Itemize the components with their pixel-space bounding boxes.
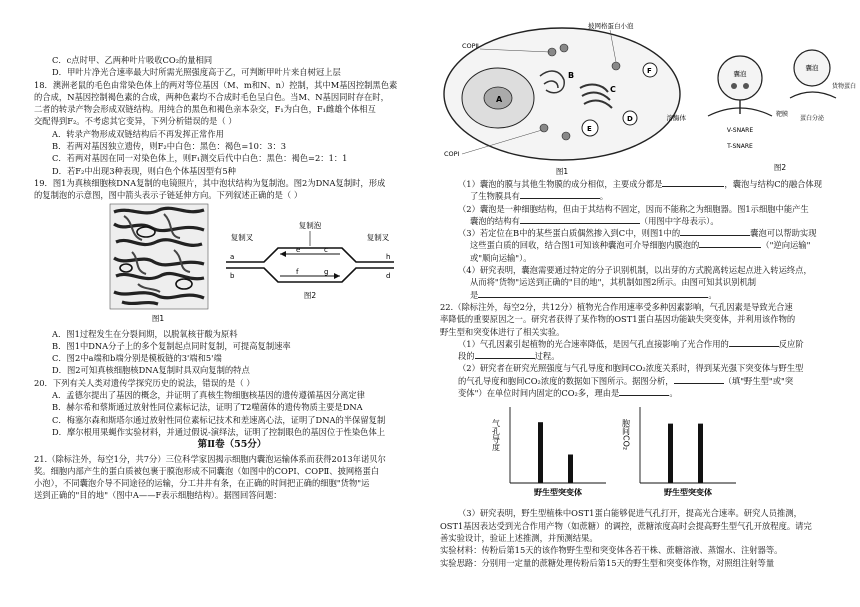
q22-sub3-line2: OST1基因表达受到光合作用产物（如蔗糖）的调控，蔗糖浓度高时会提高野生型气孔开放程度。请完 xyxy=(440,520,812,531)
answer-blank[interactable] xyxy=(729,338,779,347)
q18-line: 交配得到F₂。不考虑其它变异，下列分析错误的是（ ） xyxy=(34,116,237,127)
fig2-label-bubble: 复制泡 xyxy=(298,220,322,230)
q21-sub2-line2: 囊泡的结构有 （用图中字母表示）。 xyxy=(470,215,719,226)
fig2-letter-f: f xyxy=(296,267,299,276)
q19-line: 的复制泡的示意图，图中箭头表示子链延伸方向。下列叙述正确的是（ ） xyxy=(34,190,303,201)
q21-sub1-line2: 了生物膜具有 。 xyxy=(470,191,609,202)
svg-text:C: C xyxy=(610,85,616,94)
q19-line: 19．图1为真核细胞核DNA复制的电镜照片，其中泡状结构为复制泡。图2为DNA复制时，形成 xyxy=(34,177,386,188)
fig2-letter-a: a xyxy=(230,252,235,261)
q21-sub1-line1: （1）囊泡的膜与其他生物膜的成分相似，主要成分都是 ，囊泡与结构C的融合体现 xyxy=(458,179,823,189)
fig2-caption: 图2 xyxy=(303,290,317,300)
label-membrane: 靶膜 xyxy=(776,111,789,118)
x-axis-label: 野生型突变体 xyxy=(664,488,712,498)
y-axis-label: 气孔导度 xyxy=(491,419,501,452)
section-title: 第Ⅱ卷（55分） xyxy=(197,439,267,451)
q21-figure-svg xyxy=(440,8,857,178)
answer-blank[interactable] xyxy=(520,215,640,224)
svg-text:B: B xyxy=(568,71,575,80)
q19-option-b: B．图1中DNA分子上的多个复制起点同时复制，可提高复制速率 xyxy=(52,340,291,351)
q21-sub3-line2: 这些蛋白质的回收，结合图1可知该种囊泡可介导细胞内膜泡的 （"逆向运输" xyxy=(470,240,811,251)
label-tsnare: T-SNARE xyxy=(727,143,753,150)
q19-figure-svg xyxy=(34,202,430,328)
q20-option-a: A．孟德尔提出了基因的概念，并证明了真核生物细胞核基因的遗传遵循基因分离定律 xyxy=(52,390,365,401)
q21-figures xyxy=(440,8,857,178)
q18-option-d: D．若F₂中出现3种表现，则白色个体基因型有5种 xyxy=(52,165,236,176)
q18-line: 二者的转录产物会形成双链结构。用纯合的黑色和褐色亲本杂交，F₁为白色，F₁雌雄个体相互 xyxy=(34,104,376,115)
fig1-micrograph xyxy=(110,204,208,309)
q21-fig2-caption: 图2 xyxy=(773,163,787,172)
fig2-label-fork-left: 复制叉 xyxy=(230,232,254,242)
q21-fig1-caption: 图1 xyxy=(555,167,569,176)
q22-sub3-line5: 实验思路：分别用一定量的蔗糖处理传粉后第15天的野生型和突变体作物，对照组注射等量 xyxy=(440,557,775,568)
q21-fig2-snare xyxy=(708,50,856,172)
q21-sub3-line1: （3）若定位在B中的某些蛋白质偶然掺入到C中，则图1中的 囊泡可以帮助实现 xyxy=(458,228,817,239)
q18-option-b: B．若两对基因独立遗传，则F₂中白色：黑色：褐色=10：3：3 xyxy=(52,141,287,152)
q17-option-d: D．甲叶片净光合速率最大时所需光照强度高于乙，可判断甲叶片来自树冠上层 xyxy=(52,67,341,78)
q22-sub2-line3: 变体"）在单位时间内固定的CO₂多，理由是 。 xyxy=(458,388,678,399)
x-axis-label: 野生型突变体 xyxy=(534,488,582,498)
q21-line: 奖。细胞内部产生的蛋白质被包裹于膜泡形成不同囊泡（如图中的COPⅠ、COPⅡ、披网格蛋白 xyxy=(34,465,380,476)
q18-option-c: C．若两对基因在同一对染色体上，则F₁测交后代中白色：黑色：褐色=2：1：1 xyxy=(52,153,348,164)
label-vsnare: V-SNARE xyxy=(726,127,754,134)
answer-blank[interactable] xyxy=(520,190,600,199)
answer-blank[interactable] xyxy=(619,387,669,396)
fig2-letter-c: c xyxy=(324,245,328,254)
fig2-letter-b: b xyxy=(230,271,235,280)
q21-sub2-line1: （2）囊泡是一种细胞结构，但由于其结构不固定，因而不能称之为细胞器。图1示细胞中能产生 xyxy=(458,203,809,214)
q22-charts xyxy=(440,399,850,507)
q21-sub4-line3: 是 。 xyxy=(470,289,717,300)
q21-line: 小泡），不同囊泡介导不同途径的运输，分工井井有条，在正确的时间把正确的细胞"货物"运 xyxy=(34,478,370,489)
svg-text:E: E xyxy=(587,125,592,133)
svg-text:F: F xyxy=(647,67,652,75)
q22-line: 野生型和突变体进行了相关实验。 xyxy=(440,326,565,337)
answer-blank[interactable] xyxy=(478,289,708,298)
q17-option-c: C．c点时甲、乙两种叶片吸收CO₂的量相同 xyxy=(52,55,213,65)
q18-option-a: A．转录产物形成双链结构后不再发挥正常作用 xyxy=(52,128,224,139)
q22-sub3-line1: （3）研究表明，野生型植株中OST1蛋白能够促进气孔打开，提高光合速率。研究人员推测， xyxy=(458,508,802,519)
fig1-caption: 图1 xyxy=(151,313,165,323)
label-copII: COPⅡ xyxy=(462,42,479,50)
label-cargo-protein: 货物蛋白 xyxy=(832,83,857,90)
q22-sub3-line4: 实验材料：传粉后第15天的该作物野生型和突变体各若干株、蔗糖溶液、蒸馏水、注射器等。 xyxy=(440,545,783,556)
q22-sub1-line1: （1）气孔因素引起植物的光合速率降低，是因气孔直接影响了光合作用的 反应阶 xyxy=(458,338,804,349)
answer-blank[interactable] xyxy=(699,239,761,248)
fig2-letter-g: g xyxy=(324,267,329,276)
bar-野生型 xyxy=(668,424,673,483)
fig2-letter-h: h xyxy=(386,252,391,261)
q21-fig1-cell xyxy=(444,21,687,176)
q18-block xyxy=(34,79,430,177)
left-column xyxy=(34,54,430,502)
bar-野生型 xyxy=(538,423,543,484)
label-lysosome: 溶酶体 xyxy=(666,114,686,122)
q18-line: 18．澳洲老鼠的毛色由常染色体上的两对等位基因（M、m和N、n）控制，其中M基因控制黑色素 xyxy=(34,79,398,90)
q19-option-d: D．图2可知真核细胞核DNA复制时具双向复制的特点 xyxy=(52,365,250,376)
q19-option-a: A．图1过程发生在分裂间期，以脱氧核苷酸为原料 xyxy=(52,328,238,339)
q22-line: 22.（除标注外，每空2分，共12分）植物光合作用速率受多种因素影响，气孔因素是导致光合速 xyxy=(440,301,793,312)
q22-sub2-line2: 的气孔导度和胞间CO₂浓度的数据如下图所示。据图分析， （填"野生型"或"突 xyxy=(458,375,794,386)
fig2-letter-d: d xyxy=(386,271,391,280)
y-axis-label: 胞间CO₂ xyxy=(621,419,631,451)
q20-option-b: B．赫尔希和蔡斯通过放射性同位素标记法，证明了T2噬菌体的遗传物质主要是DNA xyxy=(52,402,363,413)
answer-blank[interactable] xyxy=(475,350,535,359)
q21-sub4-line1: （4）研究表明，囊泡需要通过特定的分子识别机制，以出芽的方式脱离转运起点进入转运终点， xyxy=(458,265,812,276)
q21-line: 送到正确的"目的地"（图中A——F表示细胞结构）。据图回答问题： xyxy=(34,490,282,501)
q22-charts-svg xyxy=(440,399,850,507)
q21-line: 21.（除标注外，每空1分，共7分）三位科学家因揭示细胞内囊泡运输体系而获得2013年诺贝尔 xyxy=(34,453,386,464)
answer-blank[interactable] xyxy=(680,227,750,236)
q19-option-c: C．图2中a端和b端分别是模板链的3'端和5'端 xyxy=(52,353,222,364)
q21-sub4-line2: 从而将"货物"运送到正确的"目的地"，其机制如图2所示。由图可知其识别机制 xyxy=(470,277,757,288)
fig2-letter-e: e xyxy=(296,245,301,254)
q20-option-d: D．摩尔根用果蝇作实验材料，并通过假说-演绎法，证明了控制眼色的基因位于性染色体上 xyxy=(52,426,386,437)
q22-line: 率降低的重要原因之一。研究者获得了某作物的OST1蛋白基因功能缺失突变体，并利用该作物的 xyxy=(440,314,796,325)
label-vesicle: 囊泡 xyxy=(733,70,747,78)
q20-option-c: C．梅塞尔森和斯塔尔通过放射性同位素标记技术和差速离心法，证明了DNA的半保留复制 xyxy=(52,414,386,425)
label-cargo: 蛋白分泌 xyxy=(799,115,825,122)
q19-figures xyxy=(34,202,430,328)
q22-sub3-line3: 善实验设计，验证上述推测，并预测结果。 xyxy=(440,532,598,543)
answer-blank[interactable] xyxy=(674,375,724,384)
q21-sub3-line3: 或"顺向运输"）。 xyxy=(470,252,532,263)
svg-text:A: A xyxy=(496,95,503,104)
q22-sub2-line1: （2）研究者在研究光照强度与气孔导度和胞间CO₂浓度关系时，得到某光强下突变体与野生型 xyxy=(458,363,804,374)
q22-sub1-line2: 段的 过程。 xyxy=(458,351,560,362)
label-clathrin: 披网格蛋白小泡 xyxy=(588,22,634,30)
svg-text:D: D xyxy=(627,115,633,123)
bar-突变体 xyxy=(698,424,703,483)
label-copI: COPⅠ xyxy=(444,150,460,158)
right-column xyxy=(440,8,857,569)
q20-stem: 20．下列有关人类对遗传学探究历史的说法，错误的是（ ） xyxy=(34,377,255,388)
q18-line: 的合成，N基因控制褐色素的合成，两种色素均不合成时毛色呈白色。当M、N基因同时存在时， xyxy=(34,91,389,102)
answer-blank[interactable] xyxy=(662,178,724,187)
fig2-bubble-diagram xyxy=(226,220,394,282)
bar-突变体 xyxy=(568,455,573,484)
label-vesicle-2: 囊泡 xyxy=(805,64,819,72)
fig2-label-fork-right: 复制叉 xyxy=(366,232,390,242)
